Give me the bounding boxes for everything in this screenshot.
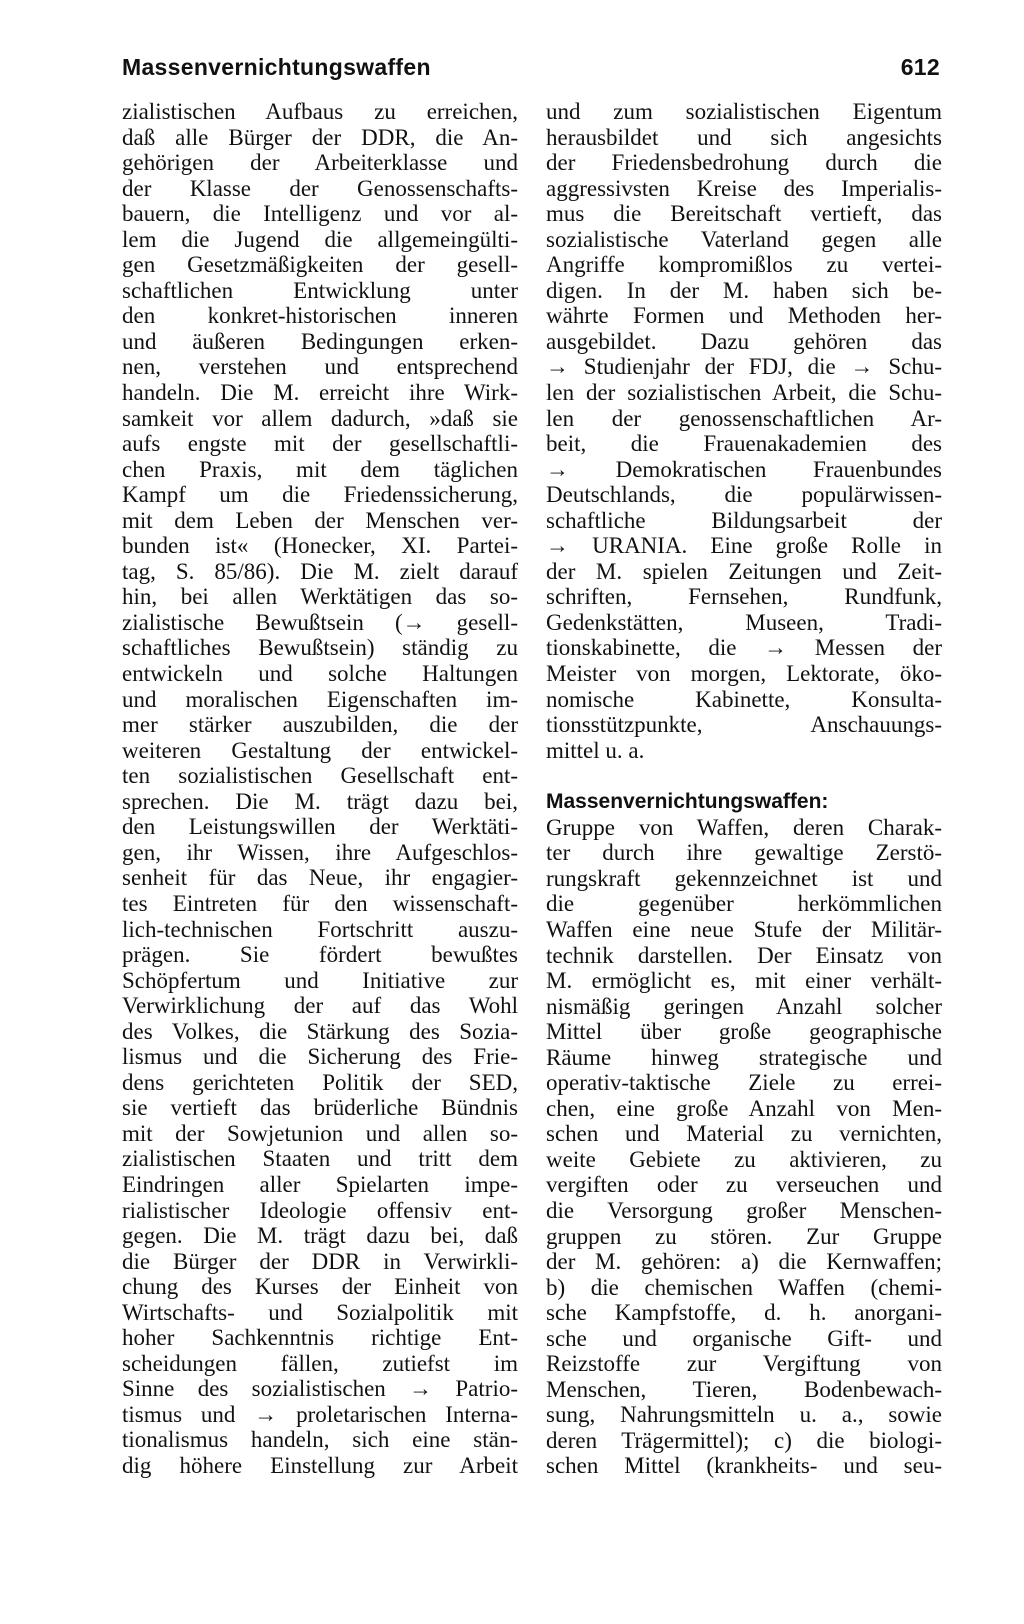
text-line: sche und organische Gift- und: [546, 1325, 942, 1351]
text-line: tionsstützpunkte, Anschauungs-: [546, 712, 942, 738]
text-line: mittel u. a.: [546, 737, 645, 763]
text-line: nen, verstehen und entsprechend: [122, 354, 518, 380]
text-line: rungskraft gekennzeichnet ist und: [546, 865, 942, 891]
text-line: der Friedensbedrohung durch die: [546, 150, 942, 176]
text-line: und moralischen Eigenschaften im-: [122, 686, 518, 712]
text-line: gen Gesetzmäßigkeiten der gesell-: [122, 252, 518, 278]
text-line: den konkret-historischen inneren: [122, 303, 518, 329]
text-line: → Demokratischen Frauenbundes: [546, 456, 942, 482]
text-line: Reizstoffe zur Vergiftung von: [546, 1351, 942, 1377]
text-line: herausbildet und sich angesichts: [546, 124, 942, 150]
text-line: schaftliches Bewußtsein) ständig zu: [122, 635, 518, 661]
text-line: schen Mittel (krankheits- und seu-: [546, 1453, 942, 1479]
text-line: Eindringen aller Spielarten impe-: [122, 1171, 518, 1197]
text-line: die Bürger der DDR in Verwirkli-: [122, 1248, 518, 1274]
text-line: lismus und die Sicherung des Frie-: [122, 1044, 518, 1070]
text-line: bauern, die Intelligenz und vor al-: [122, 201, 518, 227]
entry-headword: Massenvernichtungswaffen:: [546, 790, 829, 814]
text-line: samkeit vor allem dadurch, »daß sie: [122, 405, 518, 431]
text-line: nomische Kabinette, Konsulta-: [546, 686, 942, 712]
text-line: tismus und → proletarischen Interna-: [122, 1401, 518, 1427]
text-line: mer stärker auszubilden, die der: [122, 712, 518, 738]
text-line: der M. spielen Zeitungen und Zeit-: [546, 558, 942, 584]
text-line: chen Praxis, mit dem täglichen: [122, 456, 518, 482]
text-line: tag, S. 85/86). Die M. zielt darauf: [122, 558, 518, 584]
text-line: Meister von morgen, Lektorate, öko-: [546, 661, 942, 687]
text-line: zialistischen Staaten und tritt dem: [122, 1146, 518, 1172]
text-line: gehörigen der Arbeiterklasse und: [122, 150, 518, 176]
text-line: vergiften oder zu verseuchen und: [546, 1172, 942, 1198]
text-line: scheidungen fällen, zutiefst im: [122, 1350, 518, 1376]
text-line: tes Eintreten für den wissenschaft-: [122, 890, 518, 916]
text-line: → URANIA. Eine große Rolle in: [546, 533, 942, 559]
text-line: aufs engste mit der gesellschaftli-: [122, 431, 518, 457]
text-line: der M. gehören: a) die Kernwaffen;: [546, 1249, 942, 1275]
text-line: len der sozialistischen Arbeit, die Schu-: [546, 380, 942, 406]
text-line: Menschen, Tieren, Bodenbewach-: [546, 1376, 942, 1402]
text-line: Mittel über große geographische: [546, 1019, 942, 1045]
text-line: währte Formen und Methoden her-: [546, 303, 942, 329]
text-line: schriften, Fernsehen, Rundfunk,: [546, 584, 942, 610]
text-line: sprechen. Die M. trägt dazu bei,: [122, 788, 518, 814]
text-line: Sinne des sozialistischen → Patrio-: [122, 1376, 518, 1402]
text-line: mit dem Leben der Menschen ver-: [122, 507, 518, 533]
text-line: chung des Kurses der Einheit von: [122, 1274, 518, 1300]
text-line: M. ermöglicht es, mit einer verhält-: [546, 968, 942, 994]
text-line: schen und Material zu vernichten,: [546, 1121, 942, 1147]
text-line: zialistischen Aufbaus zu erreichen,: [122, 99, 518, 124]
text-line: operativ-taktische Ziele zu errei-: [546, 1070, 942, 1096]
page-number: 612: [900, 53, 940, 80]
text-line: sung, Nahrungsmitteln u. a., sowie: [546, 1402, 942, 1428]
text-line: die gegenüber herkömmlichen: [546, 891, 942, 917]
text-line: weiteren Gestaltung der entwickel-: [122, 737, 518, 763]
text-line: weite Gebiete zu aktivieren, zu: [546, 1146, 942, 1172]
entry-body: [546, 815, 942, 1479]
text-line: sie vertieft das brüderliche Bündnis: [122, 1095, 518, 1121]
text-line: technik darstellen. Der Einsatz von: [546, 942, 942, 968]
text-line: tionalismus handeln, sich eine stän-: [122, 1427, 518, 1453]
left-column: [122, 99, 518, 1479]
text-line: sche Kampfstoffe, d. h. anorgani-: [546, 1300, 942, 1326]
text-line: sozialistische Vaterland gegen alle: [546, 226, 942, 252]
text-line: len der genossenschaftlichen Ar-: [546, 405, 942, 431]
text-line: aggressivsten Kreise des Imperialis-: [546, 175, 942, 201]
text-line: die Versorgung großer Menschen-: [546, 1197, 942, 1223]
text-line: schaftlichen Entwicklung unter: [122, 277, 518, 303]
text-line: b) die chemischen Waffen (chemi-: [546, 1274, 942, 1300]
running-head: Massenvernichtungswaffen: [122, 53, 431, 80]
text-line: ten sozialistischen Gesellschaft ent-: [122, 763, 518, 789]
right-column: [546, 99, 942, 1479]
text-line: dig höhere Einstellung zur Arbeit: [122, 1452, 518, 1478]
previous-entry-continuation: [546, 99, 942, 763]
entry-spacer: [546, 763, 942, 789]
text-line: entwickeln und solche Haltungen: [122, 661, 518, 687]
text-line: Verwirklichung der auf das Wohl: [122, 993, 518, 1019]
text-line: senheit für das Neue, ihr engagier-: [122, 865, 518, 891]
text-line: Angriffe kompromißlos zu vertei-: [546, 252, 942, 278]
text-line: nismäßig geringen Anzahl solcher: [546, 993, 942, 1019]
text-line: ausgebildet. Dazu gehören das: [546, 328, 942, 354]
text-line: bunden ist« (Honecker, XI. Partei-: [122, 533, 518, 559]
text-line: Deutschlands, die populärwissen-: [546, 482, 942, 508]
text-line: daß alle Bürger der DDR, die An-: [122, 124, 518, 150]
text-line: zialistische Bewußtsein (→ gesell-: [122, 609, 518, 635]
text-line: lem die Jugend die allgemeingülti-: [122, 226, 518, 252]
text-line: rialistischer Ideologie offensiv ent-: [122, 1197, 518, 1223]
text-line: Wirtschafts- und Sozialpolitik mit: [122, 1299, 518, 1325]
text-line: Räume hinweg strategische und: [546, 1044, 942, 1070]
text-line: ter durch ihre gewaltige Zerstö-: [546, 840, 942, 866]
text-line: prägen. Sie fördert bewußtes: [122, 942, 518, 968]
text-line: Waffen eine neue Stufe der Militär-: [546, 916, 942, 942]
text-line: den Leistungswillen der Werktäti-: [122, 814, 518, 840]
text-line: hoher Sachkenntnis richtige Ent-: [122, 1325, 518, 1351]
text-line: tionskabinette, die → Messen der: [546, 635, 942, 661]
text-line: chen, eine große Anzahl von Men-: [546, 1095, 942, 1121]
text-line: Kampf um die Friedenssicherung,: [122, 482, 518, 508]
text-line: Gedenkstätten, Museen, Tradi-: [546, 609, 942, 635]
text-line: → Studienjahr der FDJ, die → Schu-: [546, 354, 942, 380]
text-line: dens gerichteten Politik der SED,: [122, 1069, 518, 1095]
text-line: handeln. Die M. erreicht ihre Wirk-: [122, 380, 518, 406]
text-line: der Klasse der Genossenschafts-: [122, 175, 518, 201]
text-line: und zum sozialistischen Eigentum: [546, 99, 942, 124]
page-header: [122, 49, 940, 85]
text-line: schaftliche Bildungsarbeit der: [546, 507, 942, 533]
text-line: gen, ihr Wissen, ihre Aufgeschlos-: [122, 839, 518, 865]
text-line: des Volkes, die Stärkung des Sozia-: [122, 1018, 518, 1044]
text-line: Schöpfertum und Initiative zur: [122, 967, 518, 993]
text-line: Gruppe von Waffen, deren Charak-: [546, 814, 942, 840]
text-line: beit, die Frauenakademien des: [546, 431, 942, 457]
text-line: lich-technischen Fortschritt auszu-: [122, 916, 518, 942]
text-line: gruppen zu stören. Zur Gruppe: [546, 1223, 942, 1249]
text-line: mit der Sowjetunion und allen so-: [122, 1120, 518, 1146]
text-line: und äußeren Bedingungen erken-: [122, 328, 518, 354]
text-line: hin, bei allen Werktätigen das so-: [122, 584, 518, 610]
text-line: mus die Bereitschaft vertieft, das: [546, 201, 942, 227]
text-line: gegen. Die M. trägt dazu bei, daß: [122, 1223, 518, 1249]
text-line: digen. In der M. haben sich be-: [546, 277, 942, 303]
text-line: deren Trägermittel); c) die biologi-: [546, 1427, 942, 1453]
